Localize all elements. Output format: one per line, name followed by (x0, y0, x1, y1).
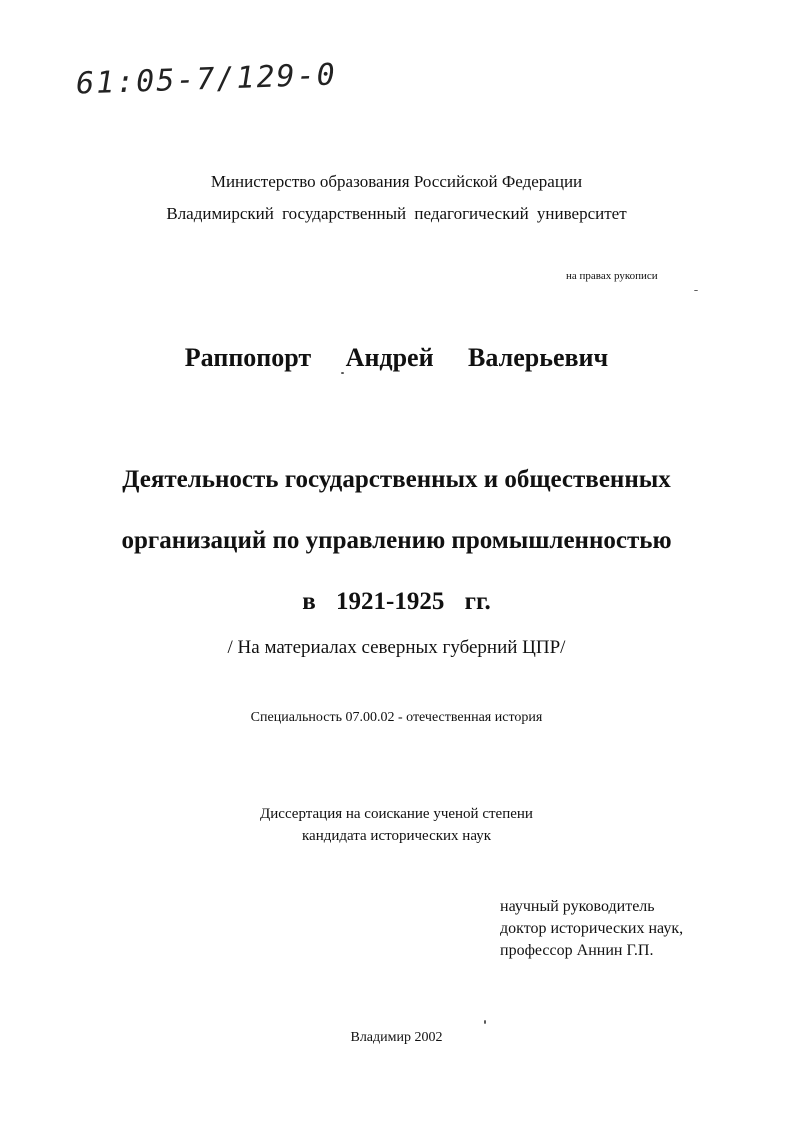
scan-speck (484, 1020, 486, 1024)
dissertation-line-1: Диссертация на соискание ученой степени (260, 806, 533, 822)
scan-speck (341, 372, 344, 374)
supervisor-line-1: научный руководитель (500, 898, 655, 915)
place-year: Владимир 2002 (350, 1030, 443, 1045)
ministry-name: Министерство образования Российской Федерации (210, 172, 583, 191)
subtitle: / На материалах северных губерний ЦПР/ (227, 637, 566, 658)
title-line-2: организаций по управлению промышленностью (121, 527, 672, 554)
supervisor-block (500, 896, 683, 962)
supervisor-line-2: доктор исторических наук, (500, 920, 684, 937)
author-name: Раппопорт Андрей Валерьевич (184, 343, 609, 372)
rights-note: на правах рукописи (566, 270, 658, 282)
handwritten-archive-code: 61:05-7/129-0 (75, 57, 338, 102)
scan-speck (694, 290, 698, 291)
dissertation-line-2: кандидата исторических наук (301, 828, 492, 844)
title-line-3: в 1921-1925 гг. (302, 588, 491, 615)
specialty: Специальность 07.00.02 - отечественная история (250, 710, 543, 725)
supervisor-line-3: профессор Аннин Г.П. (500, 942, 654, 959)
title-line-1: Деятельность государственных и общественных (122, 466, 671, 493)
university-name: Владимирский государственный педагогический университет (166, 204, 627, 223)
